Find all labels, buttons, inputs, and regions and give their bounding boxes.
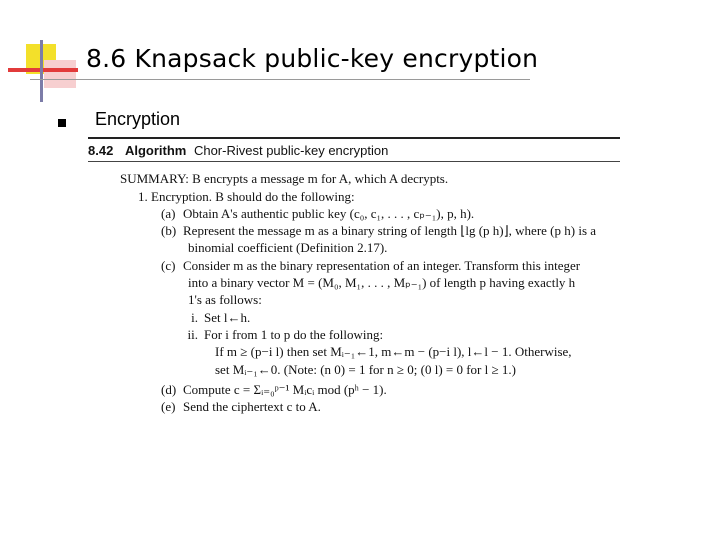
substep-ii-cont: set Mᵢ₋₁←0. (Note: (n 0) = 1 for n ≥ 0; (0 l) = 0 for l ≥ 1.) <box>215 361 516 377</box>
substep-label: ii. <box>187 326 198 342</box>
step-label: (b) <box>161 223 177 239</box>
step-c-cont: into a binary vector M = (M₀, M₁, . . . , Mₚ₋₁) of length p having exactly h <box>188 275 576 291</box>
step-e <box>88 398 620 415</box>
step-c <box>88 257 620 274</box>
algorithm-header-rule <box>88 161 620 162</box>
bullet-text: Encryption <box>95 109 181 129</box>
substep-ii-cont: If m ≥ (p−i l) then set Mᵢ₋₁←1, m←m − (p−i l), l←l − 1. Otherwise, <box>215 344 572 360</box>
step-1-line: 1. Encryption. B should do the following: <box>138 188 355 204</box>
algorithm-header <box>88 142 620 159</box>
algorithm-label: Algorithm <box>124 143 187 158</box>
step-c-cont: 1's as follows: <box>188 292 262 308</box>
step-label: (a) <box>161 205 176 221</box>
step-text: Send the ciphertext c to A. <box>183 399 321 415</box>
vertical-line <box>40 40 43 102</box>
substep-i <box>88 309 620 326</box>
step-text: Represent the message m as a binary string of length ⌊lg (p h)⌋, where (p h) is a <box>183 223 597 239</box>
step-text: Consider m as the binary representation of an integer. Transform this integer <box>183 257 581 273</box>
substep-ii <box>88 326 620 343</box>
pink-square <box>44 60 76 88</box>
substep-text: Set l←h. <box>204 309 251 325</box>
page-title: 8.6 Knapsack public-key encryption <box>86 44 539 73</box>
algorithm-name: Chor-Rivest public-key encryption <box>193 143 389 158</box>
step-label: (e) <box>161 399 176 415</box>
step-label: (c) <box>161 257 176 273</box>
step-text: Obtain A's authentic public key (c₀, c₁, . . . , cₚ₋₁), p, h). <box>183 205 475 221</box>
substep-label: i. <box>191 309 198 325</box>
step-b <box>88 222 620 239</box>
title-underline <box>30 79 530 80</box>
step-d <box>88 381 620 398</box>
substep-text: For i from 1 to p do the following: <box>204 326 384 342</box>
bullet-square-icon <box>58 119 66 127</box>
red-horizontal-bar <box>8 68 78 72</box>
summary-line: SUMMARY: B encrypts a message m for A, which A decrypts. <box>120 171 449 187</box>
algorithm-top-rule <box>88 137 620 139</box>
algorithm-box <box>88 137 620 415</box>
step-text: Compute c = Σᵢ₌₀ᵖ⁻¹ Mᵢcᵢ mod (pʰ − 1). <box>183 381 387 397</box>
step-b-cont: binomial coefficient (Definition 2.17). <box>188 240 388 256</box>
step-label: (d) <box>161 381 177 397</box>
step-a <box>88 205 620 222</box>
algorithm-number: 8.42 <box>88 143 114 158</box>
